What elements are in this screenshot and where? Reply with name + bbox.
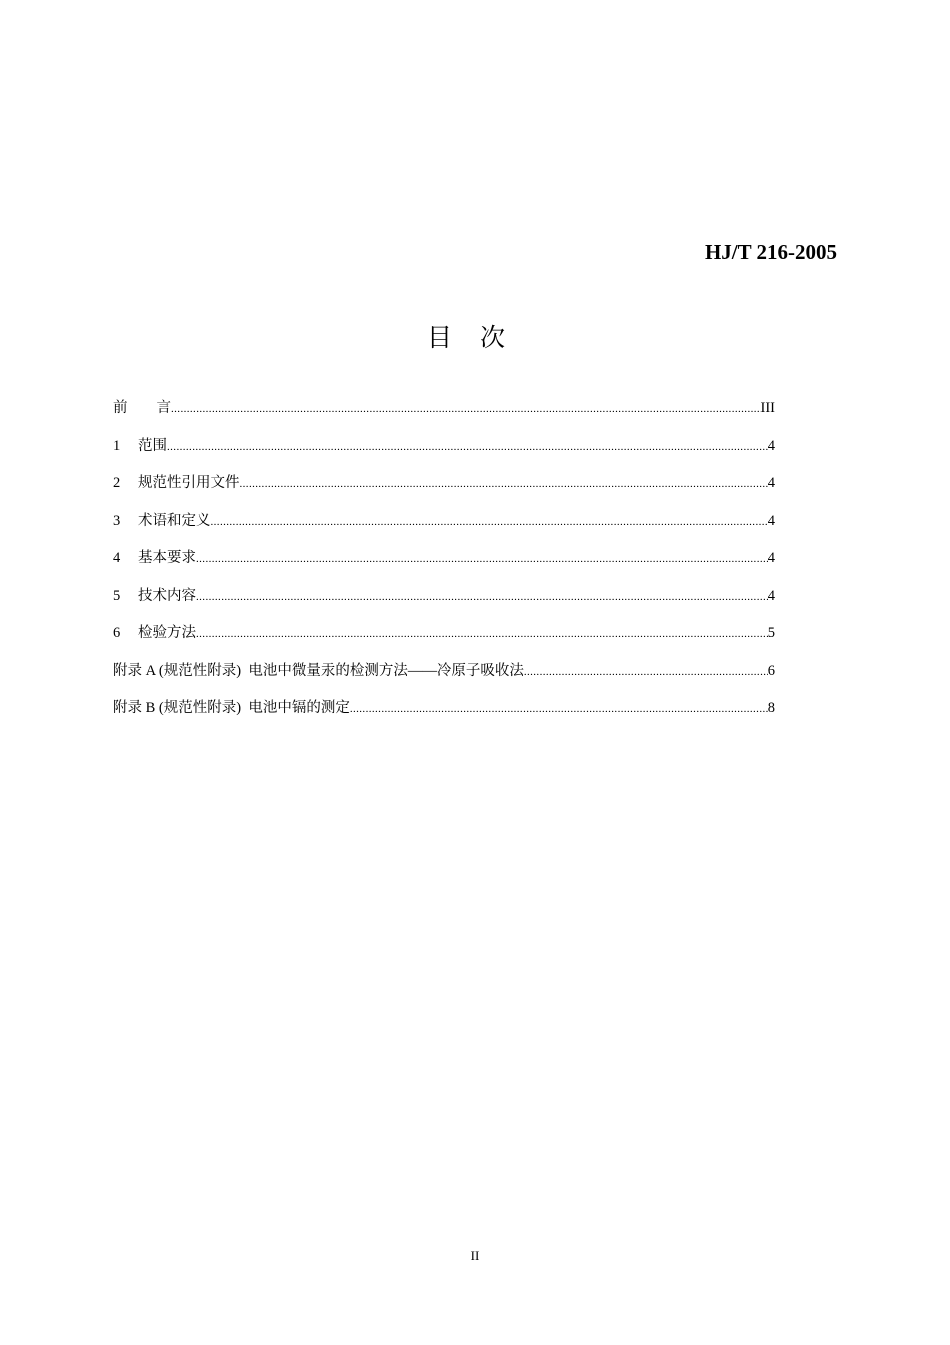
toc-entry-title: 检验方法 (138, 625, 196, 641)
toc-entry-page: 4 (767, 437, 775, 454)
toc-entry-terms-definitions[interactable] (113, 511, 775, 549)
toc-entry-page: III (760, 400, 775, 416)
toc-entry-test-methods[interactable] (113, 623, 775, 661)
toc-entry-number: 1 (113, 437, 121, 454)
toc-entry-number: 6 (113, 625, 121, 641)
toc-entry-page: 4 (767, 475, 775, 491)
toc-leader (196, 549, 768, 569)
page-number: II (470, 1248, 480, 1263)
toc-leader (524, 662, 768, 682)
toc-entry-number: 4 (113, 550, 121, 566)
toc-entry-foreword[interactable] (113, 398, 775, 436)
toc-entry-scope[interactable] (113, 436, 775, 474)
toc-entry-page: 4 (767, 512, 775, 529)
toc-entry-number: 2 (113, 475, 121, 491)
toc-entry-normative-references[interactable] (113, 473, 775, 511)
toc-entry-basic-requirements[interactable] (113, 548, 775, 586)
toc-title: 目 次 (427, 323, 515, 352)
toc-entry-page: 8 (767, 700, 775, 716)
toc-leader (196, 587, 768, 607)
toc-entry-title: 基本要求 (138, 550, 196, 566)
toc-leader (167, 437, 768, 457)
toc-leader (240, 474, 768, 494)
table-of-contents (113, 398, 775, 736)
toc-entry-title: 前 言 (113, 400, 171, 416)
toc-entry-title: 附录 B (规范性附录) 电池中镉的测定 (113, 700, 350, 716)
toc-entry-number: 5 (113, 587, 121, 604)
toc-entry-appendix-b[interactable] (113, 698, 775, 736)
toc-entry-number: 3 (113, 512, 121, 529)
document-code: HJ/T 216-2005 (704, 240, 837, 264)
toc-leader (350, 699, 768, 719)
toc-leader (196, 624, 768, 644)
toc-entry-title: 附录 A (规范性附录) 电池中微量汞的检测方法——冷原子吸收法 (113, 662, 524, 679)
toc-entry-title: 规范性引用文件 (138, 475, 240, 491)
toc-leader (171, 399, 761, 419)
toc-leader (211, 512, 768, 532)
toc-entry-title: 范围 (138, 437, 167, 454)
toc-entry-title: 技术内容 (138, 587, 196, 604)
toc-entry-page: 4 (767, 587, 775, 604)
toc-entry-page: 5 (767, 625, 775, 641)
toc-entry-technical-content[interactable] (113, 586, 775, 624)
toc-entry-page: 6 (767, 662, 775, 679)
toc-entry-page: 4 (767, 550, 775, 566)
toc-entry-title: 术语和定义 (138, 512, 211, 529)
toc-entry-appendix-a[interactable] (113, 661, 775, 699)
